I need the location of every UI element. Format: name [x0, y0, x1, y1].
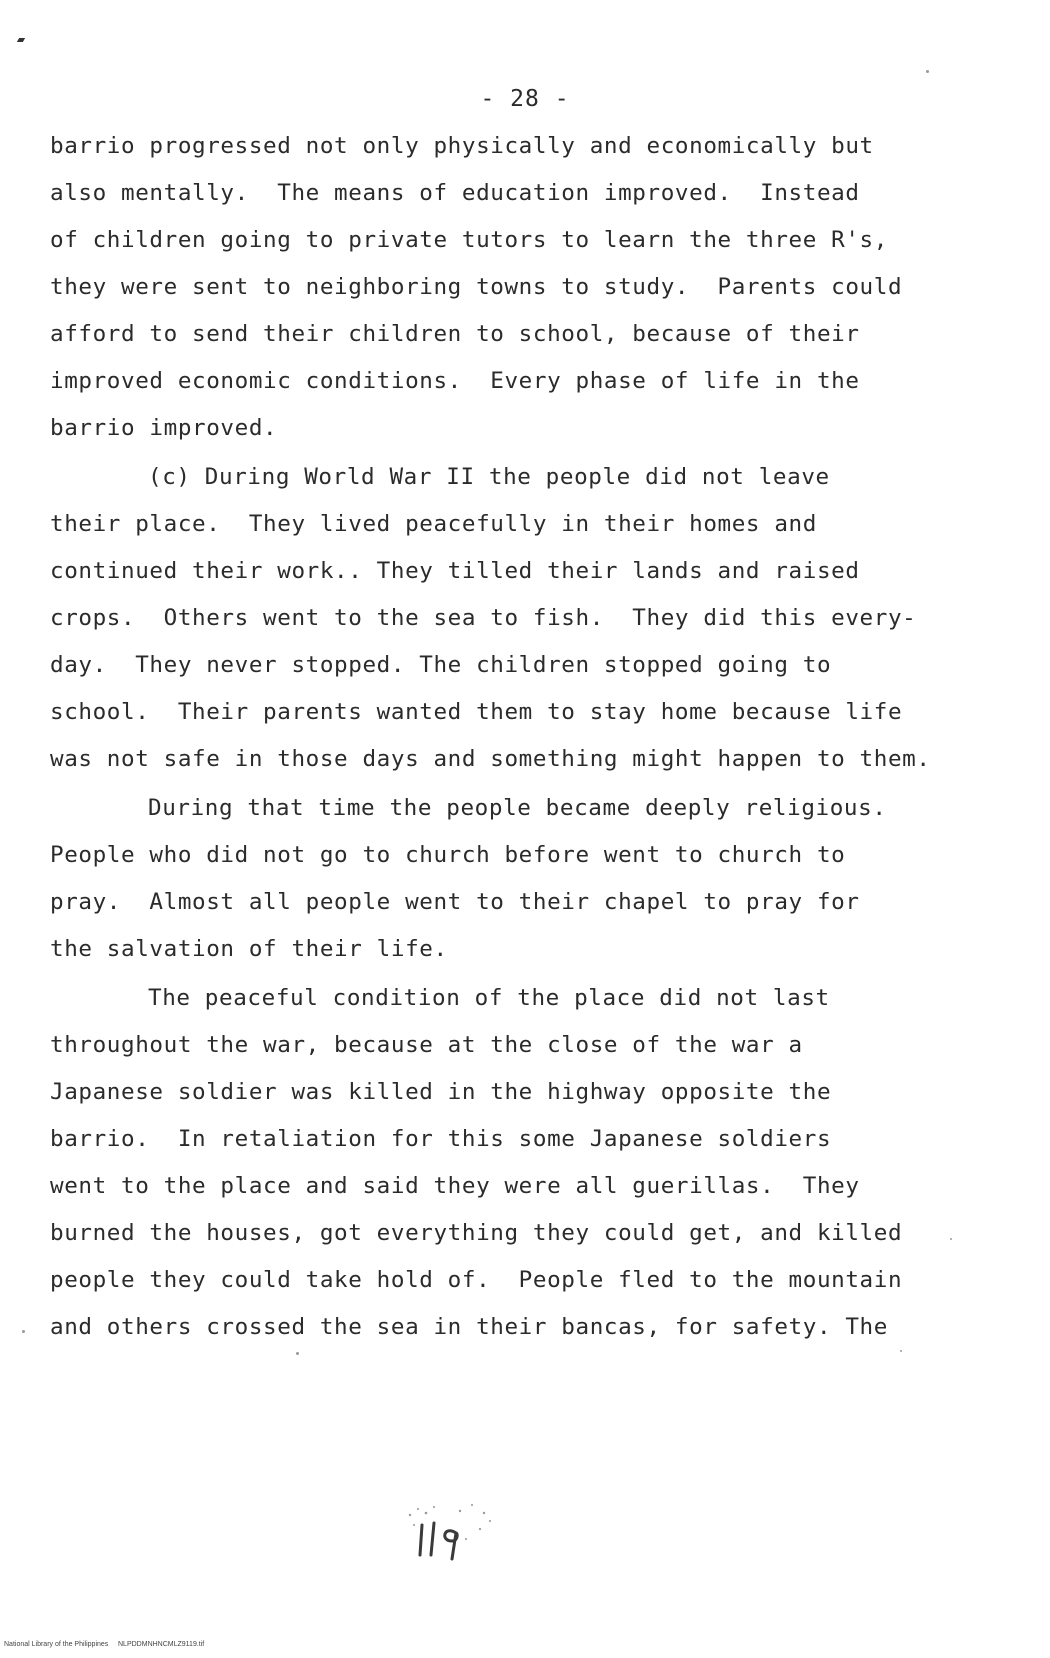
text-line: During that time the people became deeply religious.: [148, 795, 887, 821]
text-line: went to the place and said they were all guerillas. They: [50, 1173, 860, 1199]
scan-speck: [950, 1238, 952, 1240]
text-line: and others crossed the sea in their bancas, for safety. The: [50, 1314, 888, 1340]
page-number: - 28 -: [480, 86, 570, 112]
text-line: pray. Almost all people went to their chapel to pray for: [50, 889, 860, 915]
text-line: burned the houses, got everything they could get, and killed: [50, 1220, 903, 1246]
text-line: continued their work.. They tilled their lands and raised: [50, 558, 860, 584]
text-line: school. Their parents wanted them to stay home because life: [50, 699, 903, 725]
handwritten-page-number: [400, 1495, 500, 1565]
text-line: the salvation of their life.: [50, 936, 448, 962]
text-line: people they could take hold of. People fled to the mountain: [50, 1267, 903, 1293]
footer-caption: National Library of the Philippines NLPDDMNHNCMLZ9119.tif: [4, 1641, 205, 1648]
text-line: throughout the war, because at the close of the war a: [50, 1032, 803, 1058]
text-line: their place. They lived peacefully in their homes and: [50, 511, 817, 537]
scan-speck: [900, 1350, 902, 1352]
text-line: crops. Others went to the sea to fish. They did this every-: [50, 605, 917, 631]
scan-mark: [17, 38, 25, 42]
text-line: they were sent to neighboring towns to study. Parents could: [50, 274, 903, 300]
text-line: barrio progressed not only physically and economically but: [50, 133, 874, 159]
text-line: The peaceful condition of the place did not last: [148, 985, 830, 1011]
text-line: afford to send their children to school, because of their: [50, 321, 860, 347]
text-line: day. They never stopped. The children stopped going to: [50, 652, 832, 678]
text-line: (c) During World War II the people did not leave: [148, 464, 830, 490]
text-line: of children going to private tutors to learn the three R's,: [50, 227, 888, 253]
text-line: also mentally. The means of education improved. Instead: [50, 180, 860, 206]
text-line: Japanese soldier was killed in the highway opposite the: [50, 1079, 832, 1105]
text-line: was not safe in those days and something might happen to them.: [50, 746, 931, 772]
scan-speck: [22, 1330, 25, 1333]
scan-speck: [296, 1352, 299, 1355]
text-line: barrio. In retaliation for this some Japanese soldiers: [50, 1126, 832, 1152]
scan-speck: [926, 70, 929, 73]
text-line: improved economic conditions. Every phase of life in the: [50, 368, 860, 394]
text-line: People who did not go to church before went to church to: [50, 842, 846, 868]
text-line: barrio improved.: [50, 415, 278, 441]
